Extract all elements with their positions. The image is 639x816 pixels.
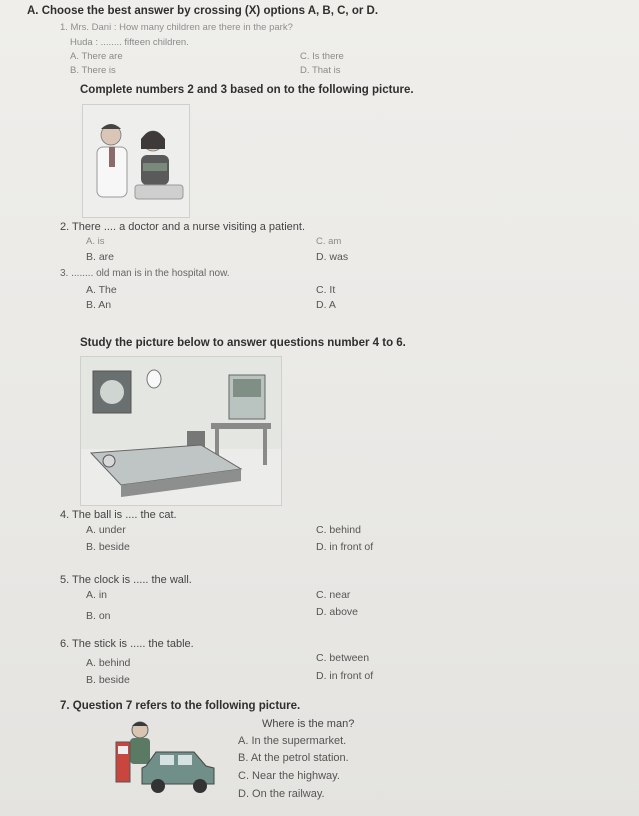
doctor-nurse-picture	[82, 104, 190, 218]
q1-option-c[interactable]: C. Is there	[300, 51, 344, 62]
question-7-text: Where is the man?	[262, 718, 355, 730]
q4-option-a[interactable]: A. under	[86, 524, 126, 536]
question-3-text: 3. ........ old man is in the hospital now.	[60, 268, 230, 279]
q4-option-b[interactable]: B. beside	[86, 541, 130, 553]
question-6-text: 6. The stick is ..... the table.	[60, 638, 194, 650]
q2-option-a[interactable]: A. is	[86, 236, 105, 247]
complete-instruction: Complete numbers 2 and 3 based on to the following picture.	[80, 84, 414, 96]
q2-option-c[interactable]: C. am	[316, 236, 342, 247]
q2-option-b[interactable]: B. are	[86, 251, 115, 263]
q5-option-d[interactable]: D. above	[316, 606, 359, 618]
petrol-station-illustration	[112, 716, 220, 802]
question-7-instruction: 7. Question 7 refers to the following picture.	[60, 700, 301, 712]
q3-option-b[interactable]: B. An	[86, 299, 112, 311]
q4-option-c[interactable]: C. behind	[316, 524, 361, 536]
q1-option-a[interactable]: A. There are	[70, 51, 123, 62]
q6-option-b[interactable]: B. beside	[86, 674, 130, 686]
q7-option-a[interactable]: A. In the supermarket.	[238, 735, 347, 747]
bedroom-illustration	[81, 357, 281, 505]
q7-option-b[interactable]: B. At the petrol station.	[238, 752, 349, 764]
question-2-text: 2. There .... a doctor and a nurse visiting a patient.	[60, 221, 305, 233]
question-1-answer-line: Huda : ........ fifteen children.	[70, 37, 189, 48]
q3-option-d[interactable]: D. A	[316, 299, 336, 311]
q5-option-b[interactable]: B. on	[86, 610, 111, 622]
q4-option-d[interactable]: D. in front of	[316, 541, 374, 553]
q6-option-d[interactable]: D. in front of	[316, 670, 374, 682]
question-1-text: 1. Mrs. Dani : How many children are there in the park?	[60, 22, 293, 33]
petrol-station-picture	[112, 716, 220, 802]
q1-option-b[interactable]: B. There is	[70, 65, 116, 76]
doctor-nurse-illustration	[83, 105, 189, 217]
section-instruction: A. Choose the best answer by crossing (X) options A, B, C, or D.	[27, 5, 379, 17]
q7-option-d[interactable]: D. On the railway.	[238, 788, 325, 800]
q6-option-a[interactable]: A. behind	[86, 657, 131, 669]
question-4-text: 4. The ball is .... the cat.	[60, 509, 177, 521]
q2-option-d[interactable]: D. was	[316, 251, 349, 263]
q6-option-c[interactable]: C. between	[316, 652, 370, 664]
question-5-text: 5. The clock is ..... the wall.	[60, 574, 192, 586]
q3-option-a[interactable]: A. The	[86, 284, 117, 296]
bedroom-picture	[80, 356, 282, 506]
q5-option-c[interactable]: C. near	[316, 589, 351, 601]
q7-option-c[interactable]: C. Near the highway.	[238, 770, 340, 782]
study-instruction: Study the picture below to answer questions number 4 to 6.	[80, 337, 406, 349]
q5-option-a[interactable]: A. in	[86, 589, 108, 601]
q1-option-d[interactable]: D. That is	[300, 65, 341, 76]
q3-option-c[interactable]: C. It	[316, 284, 336, 296]
